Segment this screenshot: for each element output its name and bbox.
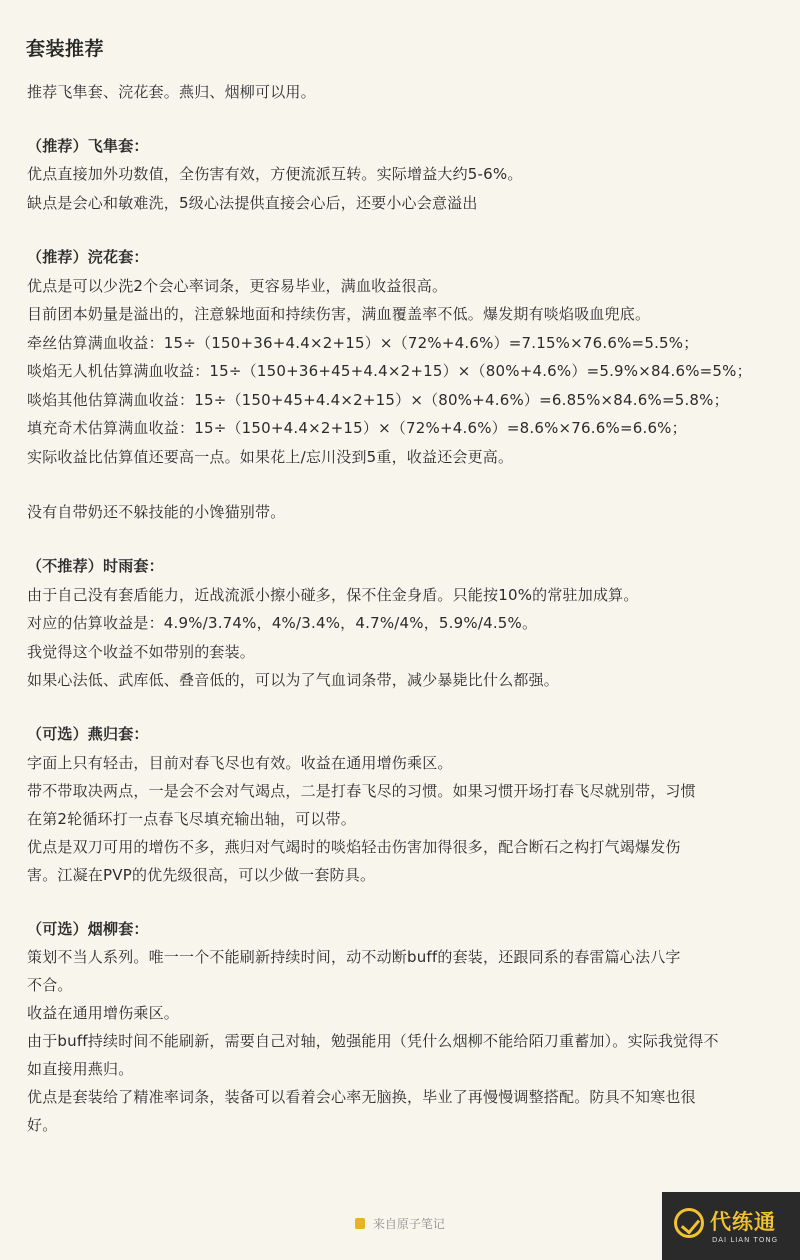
feisun-line: 优点直接加外功数值，全伤害有效，方便流派互转。实际增益大约5-6%。 xyxy=(27,165,523,183)
huanhua-line: 实际收益比估算值还要高一点。如果花上/忘川没到5重，收益还会更高。 xyxy=(27,448,514,466)
note-icon xyxy=(355,1218,365,1229)
logo-name: 代练通 xyxy=(710,1210,776,1234)
yangui-line: 字面上只有轻击，目前对春飞尽也有效。收益在通用增伤乘区。 xyxy=(27,754,453,772)
logo-subtitle: DAI LIAN TONG xyxy=(712,1236,779,1244)
section-heading-yanliu: （可选）烟柳套： xyxy=(27,920,149,938)
huanhua-line: 目前团本奶量是溢出的，注意躲地面和持续伤害，满血覆盖率不低。爆发期有啖焰吸血兜底。 xyxy=(27,305,651,323)
shiyu-line: 对应的估算收益是：4.9%/3.74%，4%/3.4%，4.7%/4%，5.9%/4.5%。 xyxy=(27,614,538,632)
source-label: 来自原子笔记 xyxy=(372,1217,445,1231)
section-heading-shiyu: （不推荐）时雨套： xyxy=(27,557,164,575)
intro-text: 推荐飞隼套、浣花套。燕归、烟柳可以用。 xyxy=(27,83,316,101)
yanliu-line: 如直接用燕归。 xyxy=(27,1060,134,1078)
huanhua-line: 填充奇术估算满血收益：15÷（150+4.4×2+15）×（72%+4.6%）=8.6%×76.6%=6.6%； xyxy=(27,419,687,437)
yangui-line: 优点是双刀可用的增伤不多，燕归对气竭时的啖焰轻击伤害加得很多，配合断石之构打气竭爆发伤 xyxy=(27,838,681,856)
page-title: 套装推荐 xyxy=(26,38,105,60)
yanliu-line: 不合。 xyxy=(27,976,73,994)
huanhua-line: 啖焰其他估算满血收益：15÷（150+45+4.4×2+15）×（80%+4.6%）=6.85%×84.6%=5.8%； xyxy=(27,391,729,409)
yanliu-line: 由于buff持续时间不能刷新，需要自己对轴，勉强能用（凭什么烟柳不能给陌刀重蓄加）。实际我觉得不 xyxy=(27,1032,719,1050)
yangui-line: 带不带取决两点，一是会不会对气竭点，二是打春飞尽的习惯。如果习惯开场打春飞尽就别带，习惯 xyxy=(27,782,696,800)
huanhua-line: 啖焰无人机估算满血收益：15÷（150+36+45+4.4×2+15）×（80%+4.6%）=5.9%×84.6%=5%； xyxy=(27,362,752,380)
note-text: 没有自带奶还不躲技能的小馋猫别带。 xyxy=(27,503,286,521)
yangui-line: 在第2轮循环打一点春飞尽填充输出轴，可以带。 xyxy=(27,810,356,828)
yanliu-line: 优点是套装给了精准率词条，装备可以看着会心率无脑换，毕业了再慢慢调整搭配。防具不知寒也很 xyxy=(27,1088,696,1106)
yanliu-line: 好。 xyxy=(27,1116,58,1134)
shiyu-line: 由于自己没有套盾能力，近战流派小擦小碰多，保不住金身盾。只能按10%的常驻加成算。 xyxy=(27,586,639,604)
shiyu-line: 如果心法低、武库低、叠音低的，可以为了气血词条带，减少暴毙比什么都强。 xyxy=(27,671,560,689)
yanliu-line: 策划不当人系列。唯一一个不能刷新持续时间，动不动断buff的套装，还跟同系的春雷篇心法八字 xyxy=(27,948,681,966)
watermark-logo xyxy=(662,1192,800,1260)
feisun-line: 缺点是会心和敏难洗，5级心法提供直接会心后，还要小心会意溢出 xyxy=(27,194,478,212)
huanhua-line: 优点是可以少洗2个会心率词条，更容易毕业，满血收益很高。 xyxy=(27,277,448,295)
yanliu-line: 收益在通用增伤乘区。 xyxy=(27,1004,180,1022)
shiyu-line: 我觉得这个收益不如带别的套装。 xyxy=(27,643,256,661)
huanhua-line: 牵丝估算满血收益：15÷（150+36+4.4×2+15）×（72%+4.6%）=7.15%×76.6%=5.5%； xyxy=(27,334,699,352)
section-heading-feisun: （推荐）飞隼套： xyxy=(27,137,149,155)
check-circle-icon xyxy=(674,1208,704,1238)
section-heading-huanhua: （推荐）浣花套： xyxy=(27,248,149,266)
section-heading-yangui: （可选）燕归套： xyxy=(27,725,149,743)
yangui-line: 害。江凝在PVP的优先级很高，可以少做一套防具。 xyxy=(27,866,376,884)
